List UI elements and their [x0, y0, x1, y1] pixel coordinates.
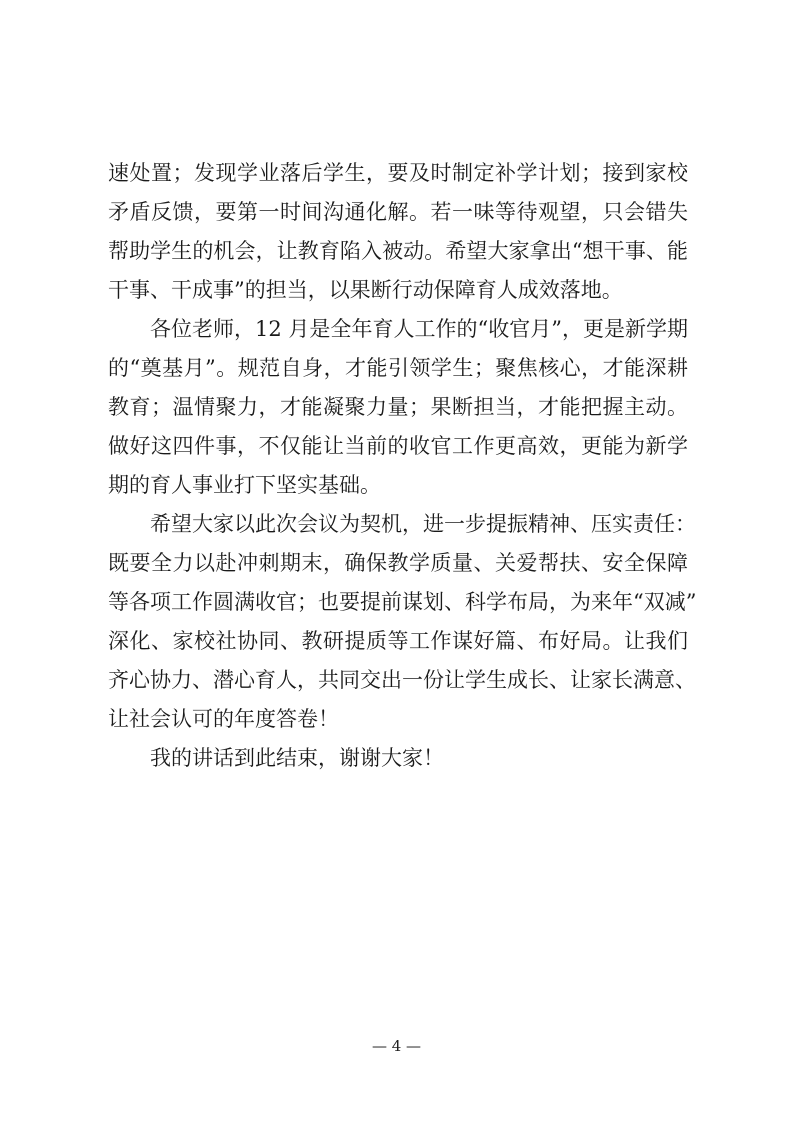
text-line: 期的育人事业打下坚实基础。 [108, 473, 381, 497]
text-line: 齐心协力、潜心育人，共同交出一份让学生成长、让家长满意、 [108, 668, 696, 692]
paragraph-start-line: 各位老师，12 月是全年育人工作的“收官月”，更是新学期 [150, 317, 688, 341]
text-line: 等各项工作圆满收官；也要提前谋划、科学布局，为来年“双减” [108, 590, 697, 614]
text-line: 干事、干成事”的担当，以果断行动保障育人成效落地。 [108, 278, 623, 302]
paragraph-start-line: 我的讲话到此结束，谢谢大家！ [150, 746, 444, 770]
text-line: 让社会认可的年度答卷！ [108, 707, 339, 731]
text-line: 深化、家校社协同、教研提质等工作谋好篇、布好局。让我们 [108, 629, 688, 653]
paragraph-start-line: 希望大家以此次会议为契机，进一步提振精神、压实责任： [150, 512, 696, 536]
text-line: 既要全力以赴冲刺期末，确保教学质量、关爱帮扶、安全保障 [108, 551, 688, 575]
text-line: 帮助学生的机会，让教育陷入被动。希望大家拿出“想干事、能 [108, 239, 688, 263]
text-line: 的“奠基月”。规范自身，才能引领学生；聚焦核心，才能深耕 [108, 356, 688, 380]
text-line: 矛盾反馈，要第一时间沟通化解。若一味等待观望，只会错失 [108, 200, 688, 224]
text-line: 做好这四件事，不仅能让当前的收官工作更高效，更能为新学 [108, 434, 688, 458]
text-line: 速处置；发现学业落后学生，要及时制定补学计划；接到家校 [108, 161, 688, 185]
page-number: — 4 — [371, 1037, 422, 1055]
document-body [108, 154, 697, 778]
text-line: 教育；温情聚力，才能凝聚力量；果断担当，才能把握主动。 [108, 395, 688, 419]
